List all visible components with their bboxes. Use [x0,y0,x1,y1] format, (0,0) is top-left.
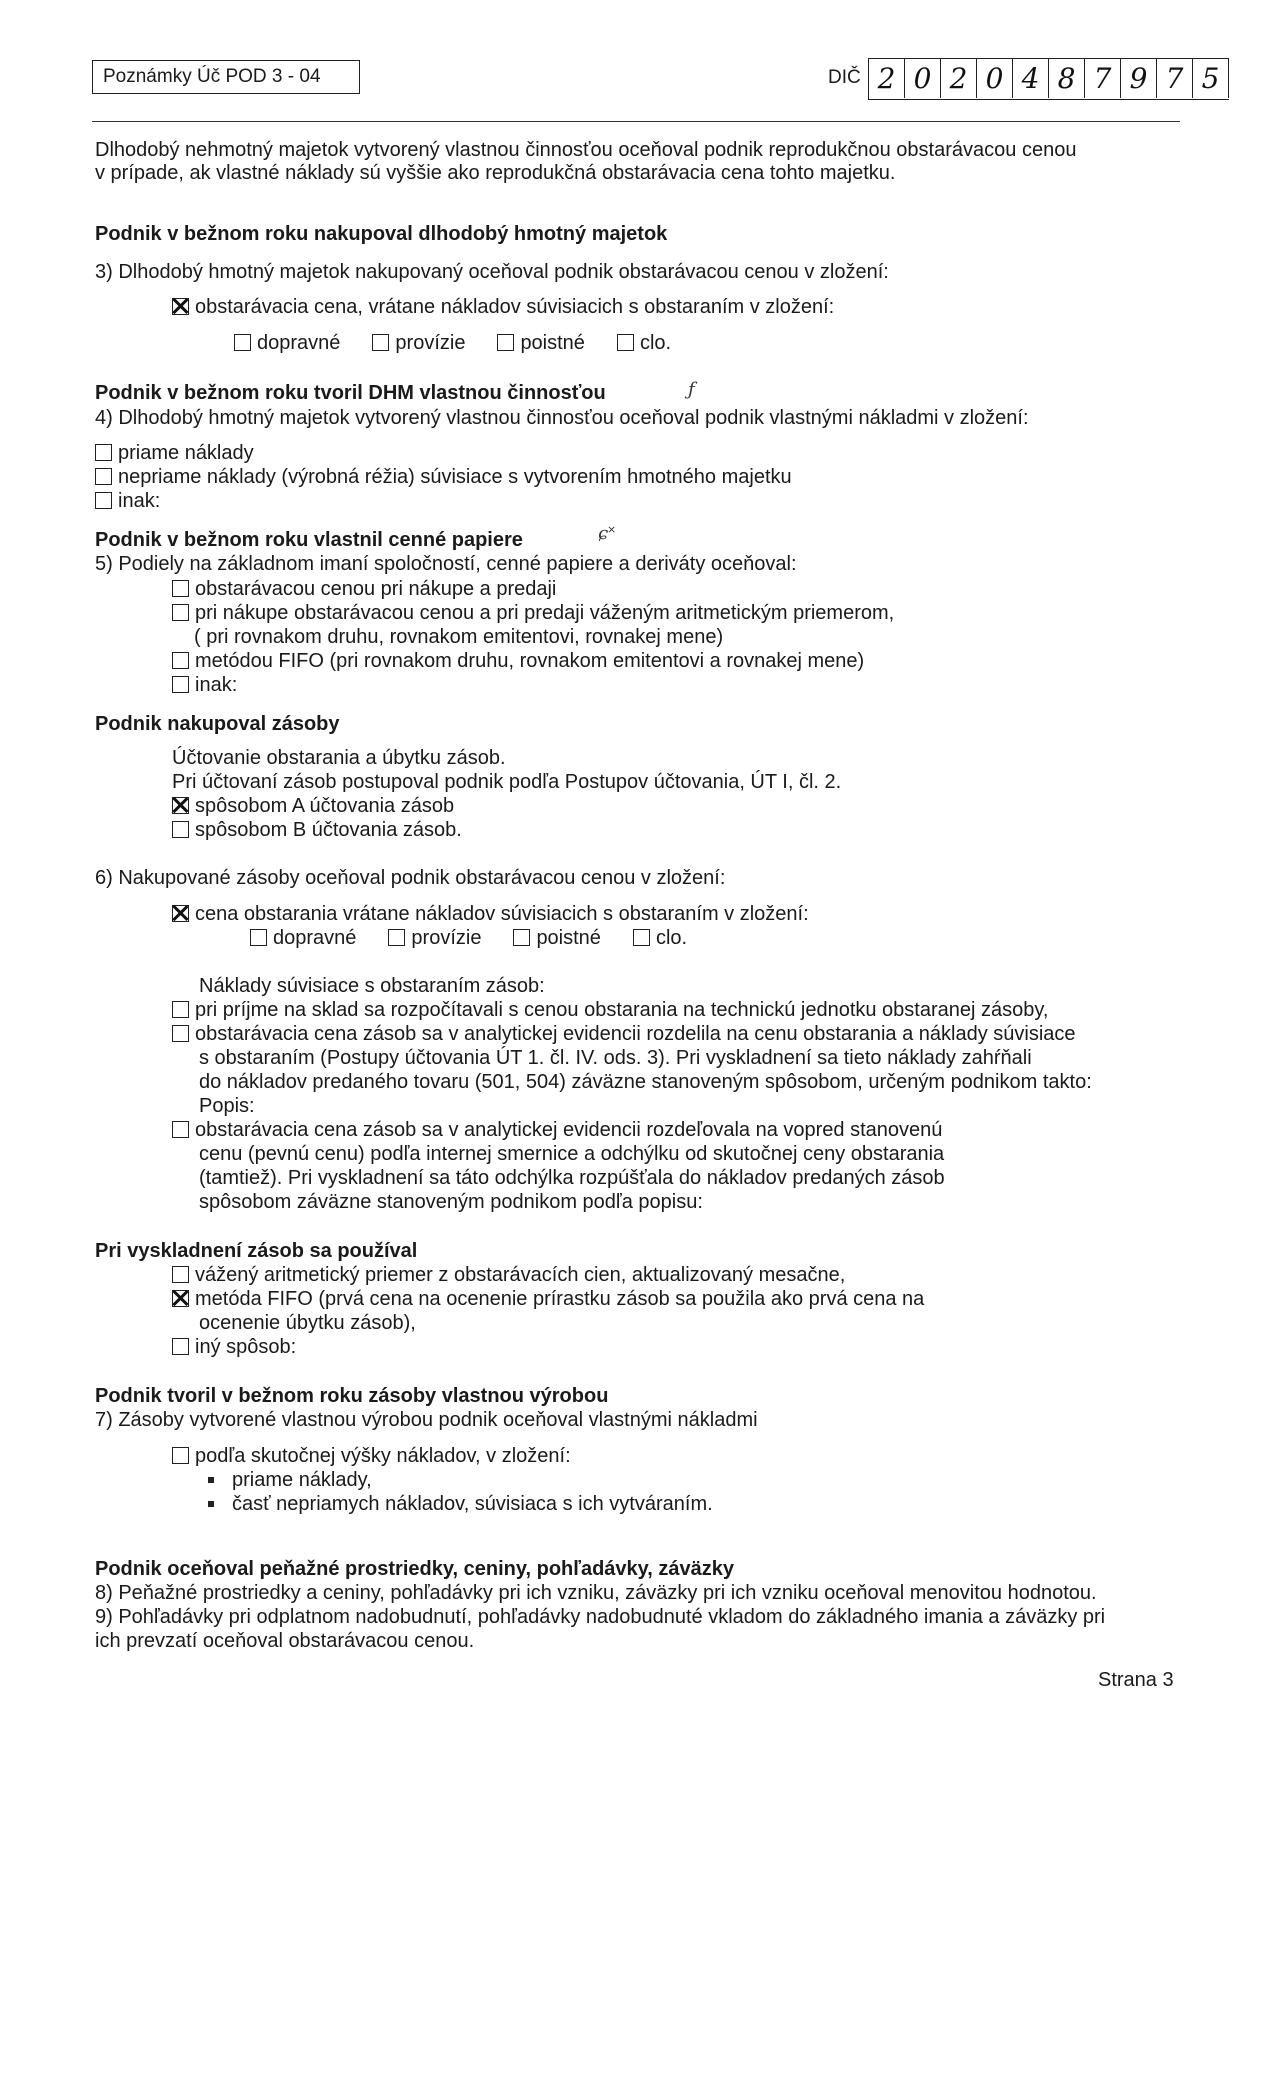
section-8-heading: Podnik oceňoval peňažné prostriedky, ceniny, pohľadávky, záväzky [95,1558,735,1580]
vyskladnenie-option-3[interactable] [172,1335,296,1359]
option-poistne[interactable] [513,926,601,950]
checkbox[interactable] [95,444,112,461]
naklady-title: Náklady súvisiace s obstaraním zásob: [199,975,545,997]
checkbox[interactable] [513,929,530,946]
option-dopravne[interactable] [250,926,356,950]
option-label: spôsobom A účtovania zásob [195,795,455,817]
section-4-heading: Podnik v bežnom roku tvoril DHM vlastnou činnosťou [95,382,606,404]
checkbox[interactable] [617,334,634,351]
section-6-question: 6) Nakupované zásoby oceňoval podnik obstarávacou cenou v zložení: [95,867,726,889]
dic-digit[interactable]: 4 [1013,59,1049,98]
s5-option-2[interactable] [172,601,894,625]
s7-bullet-item [208,1468,372,1492]
section-9-text: 9) Pohľadávky pri odplatnom nadobudnutí, pohľadávky nadobudnuté vkladom do základného imania a záväzky pri [95,1606,1106,1628]
option-label: dopravné [273,927,357,949]
naklady-option-2[interactable] [172,1022,1076,1046]
handwritten-tick-icon: ƒ [688,379,695,400]
zasoby-heading: Podnik nakupoval zásoby [95,713,340,735]
s6-main-option[interactable] [172,902,809,926]
bullet-icon [208,1501,214,1507]
naklady-option-1[interactable] [172,998,1048,1022]
checkbox-checked[interactable] [172,1290,189,1307]
section-5-question: 5) Podiely na základnom imaní spoločností, cenné papiere a deriváty oceňoval: [95,553,797,575]
form-title: Poznámky Úč POD 3 - 04 [103,66,321,87]
s5-option-4[interactable] [172,673,237,697]
bullet-icon [208,1477,214,1483]
checkbox[interactable] [388,929,405,946]
checkbox-checked[interactable] [172,797,189,814]
s4-option-2[interactable] [95,465,792,489]
option-label: poistné [536,927,601,949]
checkbox[interactable] [172,652,189,669]
dic-digit[interactable]: 0 [905,59,941,98]
zasoby-option-a[interactable] [172,794,454,818]
option-label: priame náklady [118,442,254,464]
checkbox[interactable] [95,468,112,485]
vyskladnenie-option-2[interactable] [172,1287,924,1311]
option-label: obstarávacia cena, vrátane nákladov súvisiacich s obstaraním v zložení: [195,296,835,318]
dic-digit[interactable]: 2 [869,59,905,98]
s5-option-2-cont: ( pri rovnakom druhu, rovnakom emitentovi, rovnakej mene) [194,626,724,648]
option-label: cena obstarania vrátane nákladov súvisiacich s obstaraním v zložení: [195,903,809,925]
option-label: obstarávacia cena zásob sa v analytickej evidencii rozdeľovala na vopred stanovenú [195,1119,943,1141]
option-label: dopravné [257,332,341,354]
form-title-box [92,60,360,94]
checkbox[interactable] [95,492,112,509]
vyskladnenie-option-2-cont: ocenenie úbytku zásob), [199,1312,416,1334]
dic-digit[interactable]: 0 [977,59,1013,98]
bullet-text: priame náklady, [232,1469,372,1491]
checkbox[interactable] [497,334,514,351]
dic-digit[interactable]: 5 [1193,59,1229,98]
option-dopravne[interactable] [234,331,340,355]
vyskladnenie-option-1[interactable] [172,1263,845,1287]
dic-digit[interactable]: 7 [1157,59,1193,98]
dic-digit[interactable]: 7 [1085,59,1121,98]
checkbox[interactable] [172,1266,189,1283]
section-3-question: 3) Dlhodobý hmotný majetok nakupovaný oceňoval podnik obstarávacou cenou v zložení: [95,261,889,283]
naklady-option-3[interactable] [172,1118,942,1142]
s3-sub-options [234,331,703,355]
option-label: pri príjme na sklad sa rozpočítavali s cenou obstarania na technickú jednotku obstaranej zásoby, [195,999,1049,1021]
checkbox[interactable] [172,676,189,693]
option-clo[interactable] [617,331,671,355]
checkbox[interactable] [372,334,389,351]
checkbox[interactable] [633,929,650,946]
checkbox[interactable] [234,334,251,351]
option-label: obstarávacou cenou pri nákupe a predaji [195,578,557,600]
section-7-heading: Podnik tvoril v bežnom roku zásoby vlastnou výrobou [95,1385,609,1407]
page-number: Strana 3 [1098,1669,1174,1691]
option-label: metóda FIFO (prvá cena na ocenenie prírastku zásob sa použila ako prvá cena na [195,1288,925,1310]
dic-field[interactable] [868,58,1229,100]
section-5-heading: Podnik v bežnom roku vlastnil cenné papiere [95,529,523,551]
checkbox[interactable] [172,1001,189,1018]
option-label: metódou FIFO (pri rovnakom druhu, rovnakom emitentovi a rovnakej mene) [195,650,865,672]
zasoby-line-1: Účtovanie obstarania a úbytku zásob. [172,747,506,769]
option-label: inak: [118,490,161,512]
naklady-option-3-cont: (tamtiež). Pri vyskladnení sa táto odchýlka rozpúšťala do nákladov predaných zásob [199,1167,945,1189]
checkbox[interactable] [172,1025,189,1042]
option-label: clo. [639,332,672,354]
header-divider [92,121,1180,122]
checkbox[interactable] [172,821,189,838]
option-provizie[interactable] [388,926,481,950]
option-clo[interactable] [633,926,687,950]
checkbox-checked[interactable] [172,905,189,922]
dic-digit[interactable]: 2 [941,59,977,98]
handwritten-tick-icon: ɕ˟ [598,523,615,544]
s4-option-1[interactable] [95,441,254,465]
zasoby-line-2: Pri účtovaní zásob postupoval podnik podľa Postupov účtovania, ÚT I, čl. 2. [172,771,842,793]
intro-line-1: Dlhodobý nehmotný majetok vytvorený vlastnou činnosťou oceňoval podnik reprodukčnou obstarávacou cenou [95,139,1077,161]
option-label: iný spôsob: [195,1336,297,1358]
option-label: vážený aritmetický priemer z obstarávacích cien, aktualizovaný mesačne, [195,1264,846,1286]
naklady-option-2-cont: s obstaraním (Postupy účtovania ÚT 1. čl. IV. ods. 3). Pri vyskladnení sa tieto náklady zahŕňali [199,1047,1032,1069]
checkbox[interactable] [172,1338,189,1355]
checkbox-checked[interactable] [172,298,189,315]
zasoby-option-b[interactable] [172,818,462,842]
section-4-question: 4) Dlhodobý hmotný majetok vytvorený vlastnou činnosťou oceňoval podnik vlastnými nákladmi v zložení: [95,407,1029,429]
checkbox[interactable] [172,1121,189,1138]
checkbox[interactable] [172,1447,189,1464]
checkbox[interactable] [172,580,189,597]
option-label: obstarávacia cena zásob sa v analytickej evidencii rozdelila na cenu obstarania a náklady súvisiace [195,1023,1076,1045]
option-label: provízie [395,332,466,354]
option-provizie[interactable] [372,331,465,355]
option-poistne[interactable] [497,331,585,355]
s7-bullet-item [208,1492,713,1516]
option-label: provízie [411,927,482,949]
naklady-option-2-cont: do nákladov predaného tovaru (501, 504) záväzne stanoveným spôsobom, určeným podnikom takto: [199,1071,1092,1093]
option-label: inak: [195,674,238,696]
dic-label: DIČ [828,67,861,88]
intro-line-2: v prípade, ak vlastné náklady sú vyššie ako reprodukčná obstarávacia cena tohto majetku. [95,162,896,184]
dic-digit[interactable]: 9 [1121,59,1157,98]
option-label: nepriame náklady (výrobná réžia) súvisiace s vytvorením hmotného majetku [118,466,792,488]
section-3-heading: Podnik v bežnom roku nakupoval dlhodobý hmotný majetok [95,223,668,245]
option-label: pri nákupe obstarávacou cenou a pri predaji váženým aritmetickým priemerom, [195,602,895,624]
naklady-option-3-cont: spôsobom záväzne stanoveným podnikom podľa popisu: [199,1191,703,1213]
s6-sub-options [250,926,719,950]
vyskladnenie-heading: Pri vyskladnení zásob sa používal [95,1240,418,1262]
s7-option[interactable] [172,1444,571,1468]
checkbox[interactable] [250,929,267,946]
s5-option-3[interactable] [172,649,864,673]
option-label: poistné [520,332,585,354]
naklady-option-3-cont: cenu (pevnú cenu) podľa internej smernice a odchýlku od skutočnej ceny obstarania [199,1143,945,1165]
s3-main-option[interactable] [172,295,834,319]
option-label: clo. [655,927,688,949]
s5-option-1[interactable] [172,577,556,601]
section-8-text: 8) Peňažné prostriedky a ceniny, pohľadávky pri ich vzniku, záväzky pri ich vzniku oceňoval menovitou hodnotou. [95,1582,1097,1604]
section-9-text-cont: ich prevzatí oceňoval obstarávacou cenou. [95,1630,475,1652]
checkbox[interactable] [172,604,189,621]
section-7-question: 7) Zásoby vytvorené vlastnou výrobou podnik oceňoval vlastnými nákladmi [95,1409,758,1431]
naklady-popis-label: Popis: [199,1095,255,1117]
bullet-text: časť nepriamych nákladov, súvisiaca s ich vytváraním. [232,1493,713,1515]
dic-digit[interactable]: 8 [1049,59,1085,98]
option-label: spôsobom B účtovania zásob. [195,819,462,841]
s4-option-3[interactable] [95,489,160,513]
option-label: podľa skutočnej výšky nákladov, v zložení: [195,1445,571,1467]
